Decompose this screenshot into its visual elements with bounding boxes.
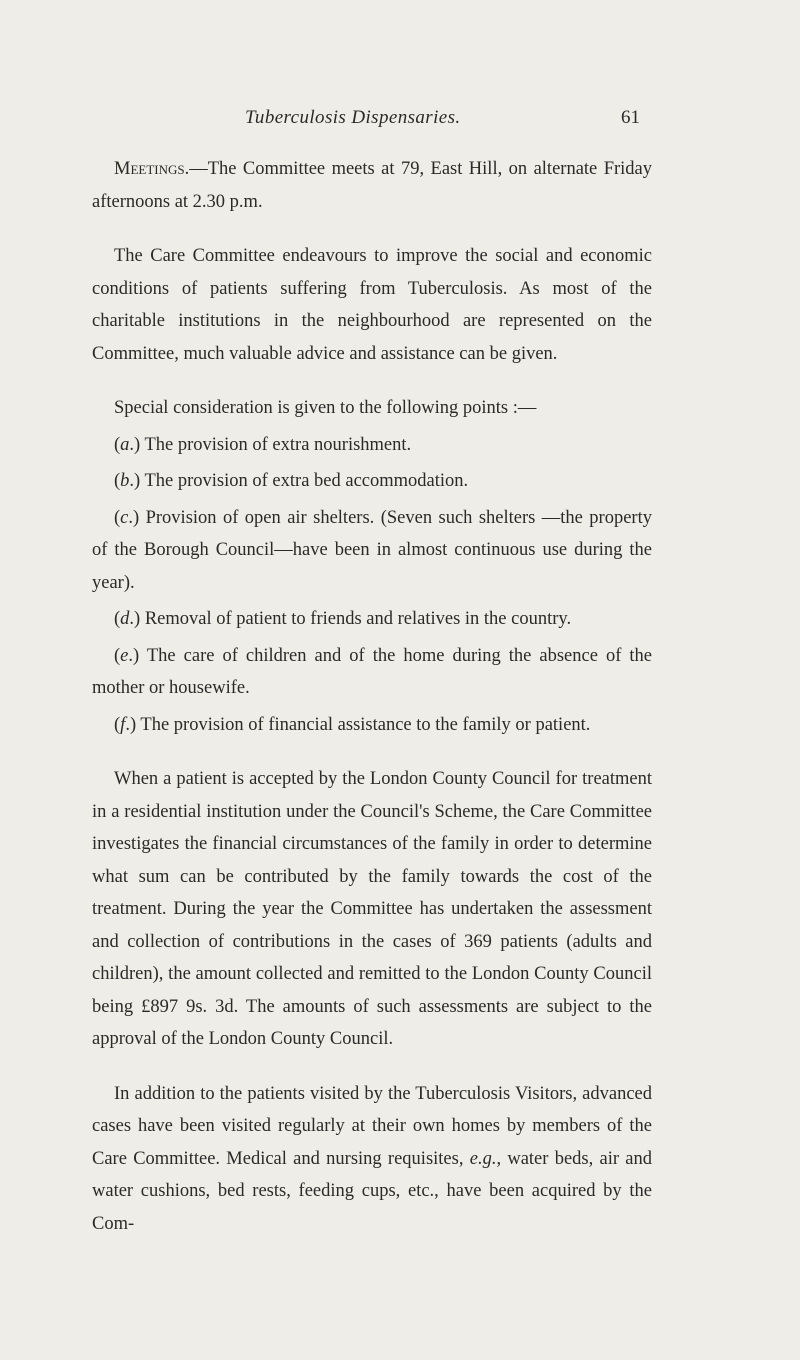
meetings-text: —The Committee meets at 79, East Hill, on alternate Friday afternoons at 2.30 p.m.	[92, 159, 652, 212]
lcc-contributions-paragraph: When a patient is accepted by the London County Council for treatment in a residential institution under the Council's Scheme, the Care Committee investigates the financial circumstances of the family in order to determine what sum can be contributed by the family towards the cost of the treatment. During the year the Committee has undertaken the assessment and collection of contributions in the cases of 369 patients (adults and children), the amount collected and remitted to the London County Council being £897 9s. 3d. The amounts of such assessments are subject to the approval of the London County Council.	[92, 769, 652, 1049]
point-d: (d.) Removal of patient to friends and relatives in the country.	[114, 609, 572, 629]
point-f-text: The provision of financial assistance to the family or patient.	[140, 714, 591, 735]
visits-text-end: , water beds, air and water cushions, bed rests, feeding cups, etc., have been acquired by the Com-	[92, 1148, 653, 1234]
point-f: (f.) The provision of financial assistance to the family or patient.	[114, 714, 591, 735]
point-f-label: f	[120, 714, 126, 735]
point-c: (c.) Provision of open air shelters. (Seven such shelters —the property of the Borough Council—have been in almost continuous use during the year).	[92, 507, 652, 593]
special-consideration-intro: Special consideration is given to the following points :—	[114, 398, 537, 418]
page-number: 61	[621, 107, 640, 128]
point-a: (a.) The provision of extra nourishment.	[114, 434, 412, 455]
point-a-label: a	[120, 434, 130, 455]
running-title: Tuberculosis Dispensaries.	[245, 107, 461, 128]
care-committee-paragraph: The Care Committee endeavours to improve the social and economic conditions of patients suffering from Tuberculosis. As most of the charitable institutions in the neighbourhood are represented on the Committee, much valuable advice and assistance can be given.	[92, 246, 652, 364]
point-e-label: e	[120, 645, 129, 666]
page-body	[92, 153, 652, 1240]
visits-paragraph	[92, 1078, 652, 1241]
point-c-text: Provision of open air shelters. (Seven such shelters —the property of the Borough Council—have been in almost continuous use during the year).	[92, 507, 652, 593]
meetings-lead: Meetings.	[114, 159, 190, 179]
page-header	[0, 107, 800, 137]
meetings-paragraph	[92, 153, 652, 218]
point-e-text: The care of children and of the home during the absence of the mother or housewife.	[92, 645, 652, 698]
point-e: (e.) The care of children and of the home during the absence of the mother or housewife.	[92, 645, 652, 698]
point-c-label: c	[120, 507, 129, 528]
visits-eg: e.g.	[469, 1148, 497, 1169]
point-b-label: b	[120, 471, 130, 491]
point-b: (b.) The provision of extra bed accommodation.	[114, 471, 469, 491]
point-a-text: The provision of extra nourishment.	[144, 434, 412, 455]
point-d-label: d	[120, 609, 130, 629]
point-d-text: Removal of patient to friends and relatives in the country.	[144, 609, 572, 629]
visits-text-start: In addition to the patients visited by the Tuberculosis Visitors, advanced cases have been visited regularly at their own homes by members of the Care Committee. Medical and nursing requisites,	[92, 1083, 652, 1169]
point-b-text: The provision of extra bed accommodation.	[144, 471, 469, 491]
